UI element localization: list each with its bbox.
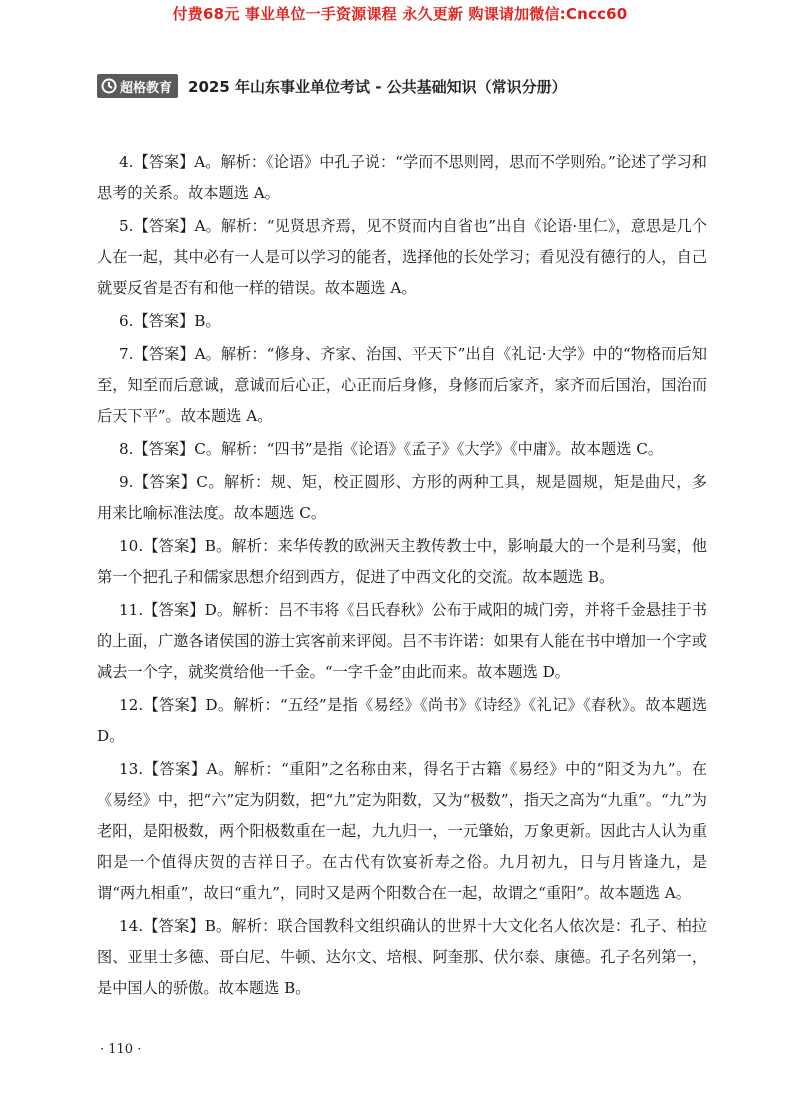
logo-text: 超格教育 bbox=[120, 80, 173, 96]
page-header bbox=[97, 73, 707, 99]
answer-entry-7: 7.【答案】A。解析：“修身、齐家、治国、平天下”出自《礼记·大学》中的“物格而后知至，知至而后意诚，意诚而后心正，心正而后身修，身修而后家齐，家齐而后国治，国治而后天下平”。故本题选 A。 bbox=[97, 345, 707, 425]
answer-entry-10: 10.【答案】B。解析：来华传教的欧洲天主教传教士中，影响最大的一个是利马窦，他第一个把孔子和儒家思想介绍到西方，促进了中西文化的交流。故本题选 B。 bbox=[97, 537, 707, 586]
header-title: 2025 年山东事业单位考试 - 公共基础知识（常识分册） bbox=[188, 77, 567, 96]
page-number: · 110 · bbox=[100, 1042, 142, 1057]
answer-entry-4: 4.【答案】A。解析：《论语》中孔子说：“学而不思则罔，思而不学则殆。”论述了学习和思考的关系。故本题选 A。 bbox=[97, 153, 707, 202]
answer-entry-8: 8.【答案】C。解析：“四书”是指《论语》《孟子》《大学》《中庸》。故本题选 C。 bbox=[119, 440, 664, 458]
answer-entry-13: 13.【答案】A。解析：“重阳”之名称由来，得名于古籍《易经》中的“阳爻为九”。在《易经》中，把“六”定为阴数，把“九”定为阳数，又为“极数”，指天之高为“九重”。“九”为老阳，是阳极数，两个阳极数重在一起，九九归一，一元肇始，万象更新。因此古人认为重阳是一个值得庆贺的吉祥日子。在古代有饮宴祈寿之俗。九月初九，日与月皆逢九，是谓“两九相重”，故曰“重九”，同时又是两个阳数合在一起，故谓之“重阳”。故本题选 A。 bbox=[97, 760, 707, 902]
answer-entry-12: 12.【答案】D。解析：“五经”是指《易经》《尚书》《诗经》《礼记》《春秋》。故本题选 D。 bbox=[97, 696, 707, 745]
answer-list bbox=[97, 147, 707, 1006]
publisher-logo bbox=[97, 74, 178, 98]
logo-mark-icon bbox=[101, 78, 117, 94]
answer-entry-6: 6.【答案】B。 bbox=[119, 312, 221, 330]
answer-entry-11: 11.【答案】D。解析：吕不韦将《吕氏春秋》公布于咸阳的城门旁，并将千金悬挂于书的上面，广邀各诸侯国的游士宾客前来评阅。吕不韦许诺：如果有人能在书中增加一个字或减去一个字，就奖赏给他一千金。“一字千金”由此而来。故本题选 D。 bbox=[97, 601, 707, 681]
answer-entry-14: 14.【答案】B。解析：联合国教科文组织确认的世界十大文化名人依次是：孔子、柏拉图、亚里士多德、哥白尼、牛顿、达尔文、培根、阿奎那、伏尔泰、康德。孔子名列第一，是中国人的骄傲。故本题选 B。 bbox=[97, 917, 707, 997]
answer-entry-9: 9.【答案】C。解析：规、矩，校正圆形、方形的两种工具，规是圆规，矩是曲尺，多用来比喻标准法度。故本题选 C。 bbox=[97, 473, 707, 522]
watermark-banner: 付费68元 事业单位一手资源课程 永久更新 购课请加微信:Cncc60 bbox=[172, 5, 628, 23]
answer-entry-5: 5.【答案】A。解析：“见贤思齐焉，见不贤而内自省也”出自《论语·里仁》，意思是几个人在一起，其中必有一人是可以学习的能者，选择他的长处学习；看见没有德行的人，自己就要反省是否有和他一样的错误。故本题选 A。 bbox=[97, 217, 707, 297]
